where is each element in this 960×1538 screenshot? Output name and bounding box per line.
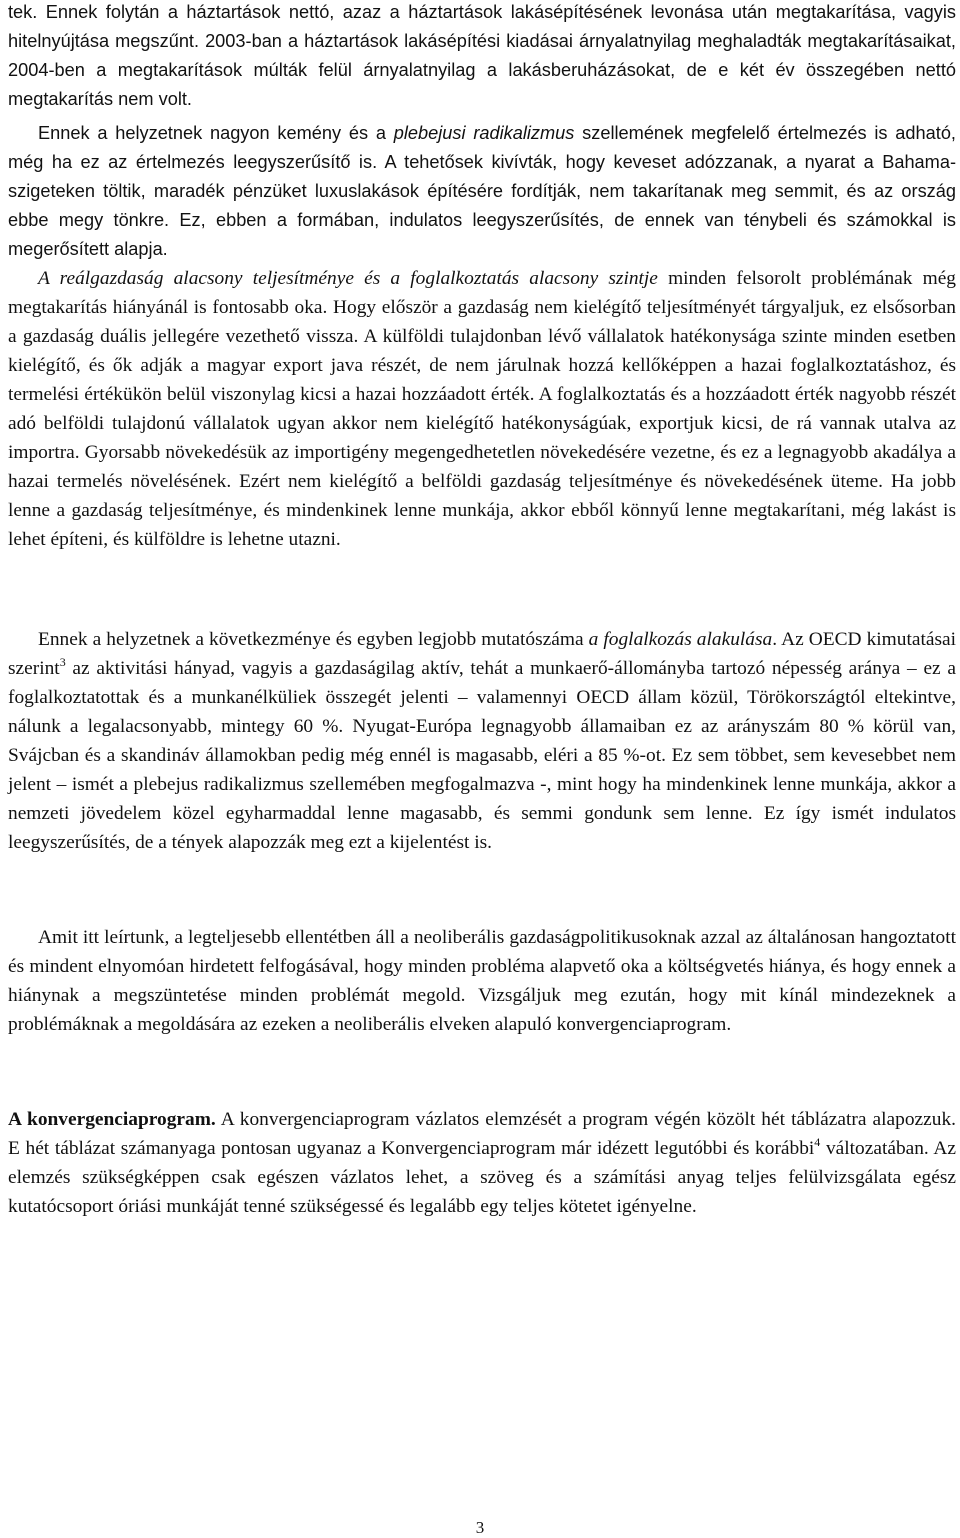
paragraph-text: Ennek a helyzetnek a következménye és egyben legjobb mutatószáma bbox=[38, 629, 589, 650]
footnote-reference[interactable]: 4 bbox=[814, 1135, 821, 1149]
paragraph-text: Ennek a helyzetnek nagyon kemény és a bbox=[38, 123, 394, 143]
paragraph-convergence-program bbox=[8, 1105, 956, 1221]
paragraph-text: Amit itt leírtunk, a legteljesebb ellentétben áll a neoliberális gazdaságpolitikusoknak azzal az általánosan hangoztatott és mindent elnyomóan hirdetett felfogásával, hogy minden probléma alapvető oka a költségvetés hiánya, és hogy ennek a hiánynak a megszüntetése minden problémát megold. Vizsgáljuk meg ezután, hogy mit kínál mindezeknek a problémáknak a megoldására az ezeken a neoliberális elveken alapuló konvergenciaprogram. bbox=[8, 927, 956, 1035]
paragraph-plebeian-interpretation bbox=[8, 119, 956, 264]
italic-emphasis: a foglalkozás alakulása bbox=[588, 629, 773, 650]
paragraph-text: tek. Ennek folytán a háztartások nettó, azaz a háztartások lakásépítésének levonása után megtakarítása, vagyis hitelnyújtása megszűnt. 2003-ban a háztartások lakásépítési kiadásai árnyalatnyilag meghaladták megtakarításaikat, 2004-ben a megtakarítások múlták felül árnyalatnyilag a lakásberuházásokat, de e két év összegében nettó megtakarítás nem volt. bbox=[8, 2, 956, 109]
paragraph-text: . Az OECD kimutatásai szerint bbox=[8, 629, 956, 679]
italic-emphasis: plebejusi radikalizmus bbox=[393, 123, 575, 143]
paragraph-text: az aktivitási hányad, vagyis a gazdaságilag aktív, tehát a munkaerő-állományba tartozó népesség aránya – ez a foglalkoztatottak és a munkanélküliek összegét jelenti – valamennyi OECD állam közül, Törökországtól eltekintve, nálunk a legalacsonyabb, mintegy 60 %. Nyugat-Európa legnagyobb államaiban ez az arányszám 80 % körül van, Svájcban és a skandináv államokban pedig még ennél is magasabb, eléri a 85 %-ot. Ez sem többet, sem kevesebbet nem jelent – ismét a plebejus radikalizmus szellemében megfogalmazva -, mint hogy ha mindenkinek lenne munkája, akkor a nemzeti jövedelem közel egyharmaddal lenne magasabb, és semmi gondunk sem lenne. Ez így ismét indulatos leegyszerűsítés, de a tények alapozzák meg ezt a kijelentést is. bbox=[8, 658, 956, 853]
footnote-reference[interactable]: 3 bbox=[59, 655, 66, 669]
paragraph-real-economy bbox=[8, 264, 956, 554]
section-lead-heading: A konvergenciaprogram. bbox=[8, 1109, 216, 1130]
italic-emphasis: A reálgazdaság alacsony teljesítménye és a foglalkoztatás alacsony szintje bbox=[38, 268, 658, 289]
paragraph-text: változatában. Az elemzés szükségképpen csak egészen vázlatos lehet, a szöveg és a számítási anyag teljes felülvizsgálata egész kutatócsoport óriási munkáját tenné szükségessé és legalább egy teljes kötetet igényelne. bbox=[8, 1138, 956, 1217]
paragraph-text: szellemének megfelelő értelmezés is adható, még ha ez az értelmezés leegyszerűsítő is. A tehetősek kivívták, hogy keveset adózzanak, a nyarat a Bahama-szigeteken töltik, maradék pénzüket luxuslakások építésére fordítják, nem takarítanak meg semmit, és az ország ebbe megy tönkre. Ez, ebben a formában, indulatos leegyszerűsítés, de ennek van ténybeli és számokkal is megerősített alapja. bbox=[8, 123, 956, 259]
paragraph-neoliberal-contrast bbox=[8, 923, 956, 1039]
paragraph-text: minden felsorolt problémának még megtakarítás hiányánál is fontosabb oka. Hogy először a gazdaság nem kielégítő teljesítményét tárgyaljuk, ez elsősorban a gazdaság duális jellegére vezethető vissza. A külföldi tulajdonban lévő vállalatok hatékonysága szinte minden esetben kielégítő, és ők adják a magyar export java részét, de nem járulnak hozzá kellőképpen a hazai foglalkoztatáshoz, és termelési értékükön belül viszonylag kicsi a hazai hozzáadott érték. A foglalkoztatás és a hozzáadott érték nagyobb részét adó belföldi tulajdonú vállalatok ugyan akkor nem kielégítő hatékonyságúak, exportjuk kicsi, de rá vannak utalva az importra. Gyorsabb növekedésük az importigény megengedhetetlen növekedésére vezetne, és ez a legnagyobb akadálya a hazai termelés növelésének. Ezért nem kielégítő a belföldi gazdaság teljesítménye és növekedésének üteme. Ha jobb lenne a gazdaság teljesítménye, és mindenkinek lenne munkája, akkor ebből könnyű lenne megtakarítani, még lakást is lehet építeni, és külföldre is lehetne utazni. bbox=[8, 268, 956, 550]
paragraph-household-savings bbox=[8, 0, 956, 114]
page-number: 3 bbox=[475, 1518, 485, 1537]
paragraph-employment bbox=[8, 625, 956, 857]
paragraph-text: A konvergenciaprogram vázlatos elemzését a program végén közölt hét táblázatra alapozzuk. E hét táblázat számanyaga pontosan ugyanaz a Konvergenciaprogram már idézett legutóbbi és korábbi bbox=[8, 1109, 956, 1159]
